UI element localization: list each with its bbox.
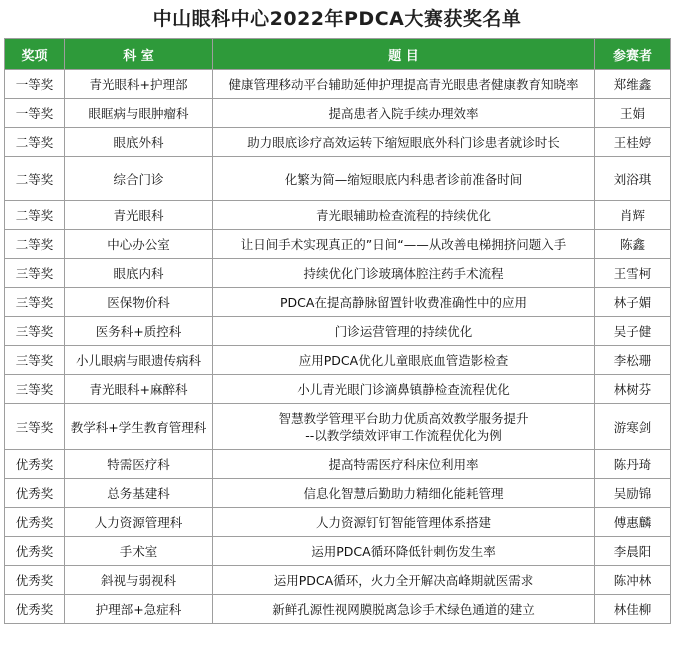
cell-topic: 助力眼底诊疗高效运转下缩短眼底外科门诊患者就诊时长 [213, 128, 595, 157]
table-row [5, 157, 671, 201]
cell-participant: 王雪柯 [595, 259, 671, 288]
header-department: 科 室 [65, 39, 213, 70]
header-participant: 参赛者 [595, 39, 671, 70]
cell-topic: 让日间手术实现真正的”日间“——从改善电梯拥挤问题入手 [213, 230, 595, 259]
cell-topic: 人力资源钉钉智能管理体系搭建 [213, 508, 595, 537]
table-row [5, 230, 671, 259]
cell-topic: 提高患者入院手续办理效率 [213, 99, 595, 128]
cell-topic-line-1: 智慧教学管理平台助力优质高效教学服务提升 [278, 410, 529, 426]
cell-department: 护理部+急症科 [65, 595, 213, 624]
cell-topic: 小儿青光眼门诊滴鼻镇静检查流程优化 [213, 375, 595, 404]
cell-department: 青光眼科+护理部 [65, 70, 213, 99]
table-row [5, 288, 671, 317]
cell-topic: 化繁为简—缩短眼底内科患者诊前准备时间 [213, 157, 595, 201]
cell-topic-line-2: --以教学绩效评审工作流程优化为例 [305, 427, 502, 443]
cell-award: 三等奖 [5, 404, 65, 450]
cell-department: 综合门诊 [65, 157, 213, 201]
cell-award: 优秀奖 [5, 566, 65, 595]
cell-participant: 陈鑫 [595, 230, 671, 259]
cell-participant: 林子媚 [595, 288, 671, 317]
cell-participant: 林佳柳 [595, 595, 671, 624]
cell-topic: 健康管理移动平台辅助延伸护理提高青光眼患者健康教育知晓率 [213, 70, 595, 99]
cell-topic: 信息化智慧后勤助力精细化能耗管理 [213, 479, 595, 508]
cell-participant: 吴子健 [595, 317, 671, 346]
page-title: 中山眼科中心2022年PDCA大赛获奖名单 [152, 8, 522, 30]
cell-award: 一等奖 [5, 70, 65, 99]
cell-award: 二等奖 [5, 201, 65, 230]
cell-award: 优秀奖 [5, 450, 65, 479]
cell-award: 二等奖 [5, 128, 65, 157]
cell-topic: 应用PDCA优化儿童眼底血管造影检查 [213, 346, 595, 375]
cell-topic [213, 404, 595, 450]
cell-topic: 青光眼辅助检查流程的持续优化 [213, 201, 595, 230]
cell-award: 优秀奖 [5, 508, 65, 537]
cell-award: 三等奖 [5, 317, 65, 346]
cell-participant: 游寒剑 [595, 404, 671, 450]
cell-award: 优秀奖 [5, 595, 65, 624]
cell-award: 三等奖 [5, 288, 65, 317]
cell-participant: 王桂婷 [595, 128, 671, 157]
cell-participant: 陈冲林 [595, 566, 671, 595]
cell-department: 医务科+质控科 [65, 317, 213, 346]
cell-department: 医保物价科 [65, 288, 213, 317]
cell-participant: 李晨阳 [595, 537, 671, 566]
table-row [5, 566, 671, 595]
table-row [5, 375, 671, 404]
table-header-row [5, 39, 671, 70]
cell-participant: 郑维鑫 [595, 70, 671, 99]
table-row [5, 70, 671, 99]
cell-topic: 运用PDCA循环，火力全开解决高峰期就医需求 [213, 566, 595, 595]
cell-participant: 王娟 [595, 99, 671, 128]
cell-participant: 吴励锦 [595, 479, 671, 508]
cell-award: 一等奖 [5, 99, 65, 128]
cell-award: 三等奖 [5, 375, 65, 404]
cell-topic: 新鲜孔源性视网膜脱离急诊手术绿色通道的建立 [213, 595, 595, 624]
cell-participant: 李松珊 [595, 346, 671, 375]
header-topic: 题 目 [213, 39, 595, 70]
cell-department: 手术室 [65, 537, 213, 566]
cell-department: 青光眼科+麻醉科 [65, 375, 213, 404]
cell-participant: 肖辉 [595, 201, 671, 230]
cell-department: 眼底内科 [65, 259, 213, 288]
award-table [4, 38, 671, 624]
table-row [5, 317, 671, 346]
cell-topic: 运用PDCA循环降低针刺伤发生率 [213, 537, 595, 566]
table-row [5, 128, 671, 157]
cell-award: 三等奖 [5, 259, 65, 288]
cell-department: 眼底外科 [65, 128, 213, 157]
cell-department: 中心办公室 [65, 230, 213, 259]
table-row [5, 479, 671, 508]
cell-award: 优秀奖 [5, 537, 65, 566]
cell-topic: PDCA在提高静脉留置针收费准确性中的应用 [213, 288, 595, 317]
cell-participant: 林树芬 [595, 375, 671, 404]
cell-award: 三等奖 [5, 346, 65, 375]
header-award: 奖项 [5, 39, 65, 70]
cell-award: 二等奖 [5, 157, 65, 201]
cell-award: 二等奖 [5, 230, 65, 259]
cell-award: 优秀奖 [5, 479, 65, 508]
cell-department: 小儿眼病与眼遗传病科 [65, 346, 213, 375]
cell-participant: 傅惠麟 [595, 508, 671, 537]
table-row [5, 404, 671, 450]
table-row [5, 595, 671, 624]
cell-topic: 持续优化门诊玻璃体腔注药手术流程 [213, 259, 595, 288]
table-row [5, 537, 671, 566]
cell-topic: 门诊运营管理的持续优化 [213, 317, 595, 346]
cell-department: 人力资源管理科 [65, 508, 213, 537]
table-row [5, 201, 671, 230]
cell-department: 青光眼科 [65, 201, 213, 230]
table-row [5, 450, 671, 479]
cell-department: 教学科+学生教育管理科 [65, 404, 213, 450]
table-row [5, 259, 671, 288]
cell-topic: 提高特需医疗科床位利用率 [213, 450, 595, 479]
cell-department: 斜视与弱视科 [65, 566, 213, 595]
cell-participant: 陈丹琦 [595, 450, 671, 479]
cell-department: 眼眶病与眼肿瘤科 [65, 99, 213, 128]
cell-participant: 刘浴琪 [595, 157, 671, 201]
table-row [5, 346, 671, 375]
table-row [5, 508, 671, 537]
cell-department: 总务基建科 [65, 479, 213, 508]
cell-department: 特需医疗科 [65, 450, 213, 479]
table-row [5, 99, 671, 128]
